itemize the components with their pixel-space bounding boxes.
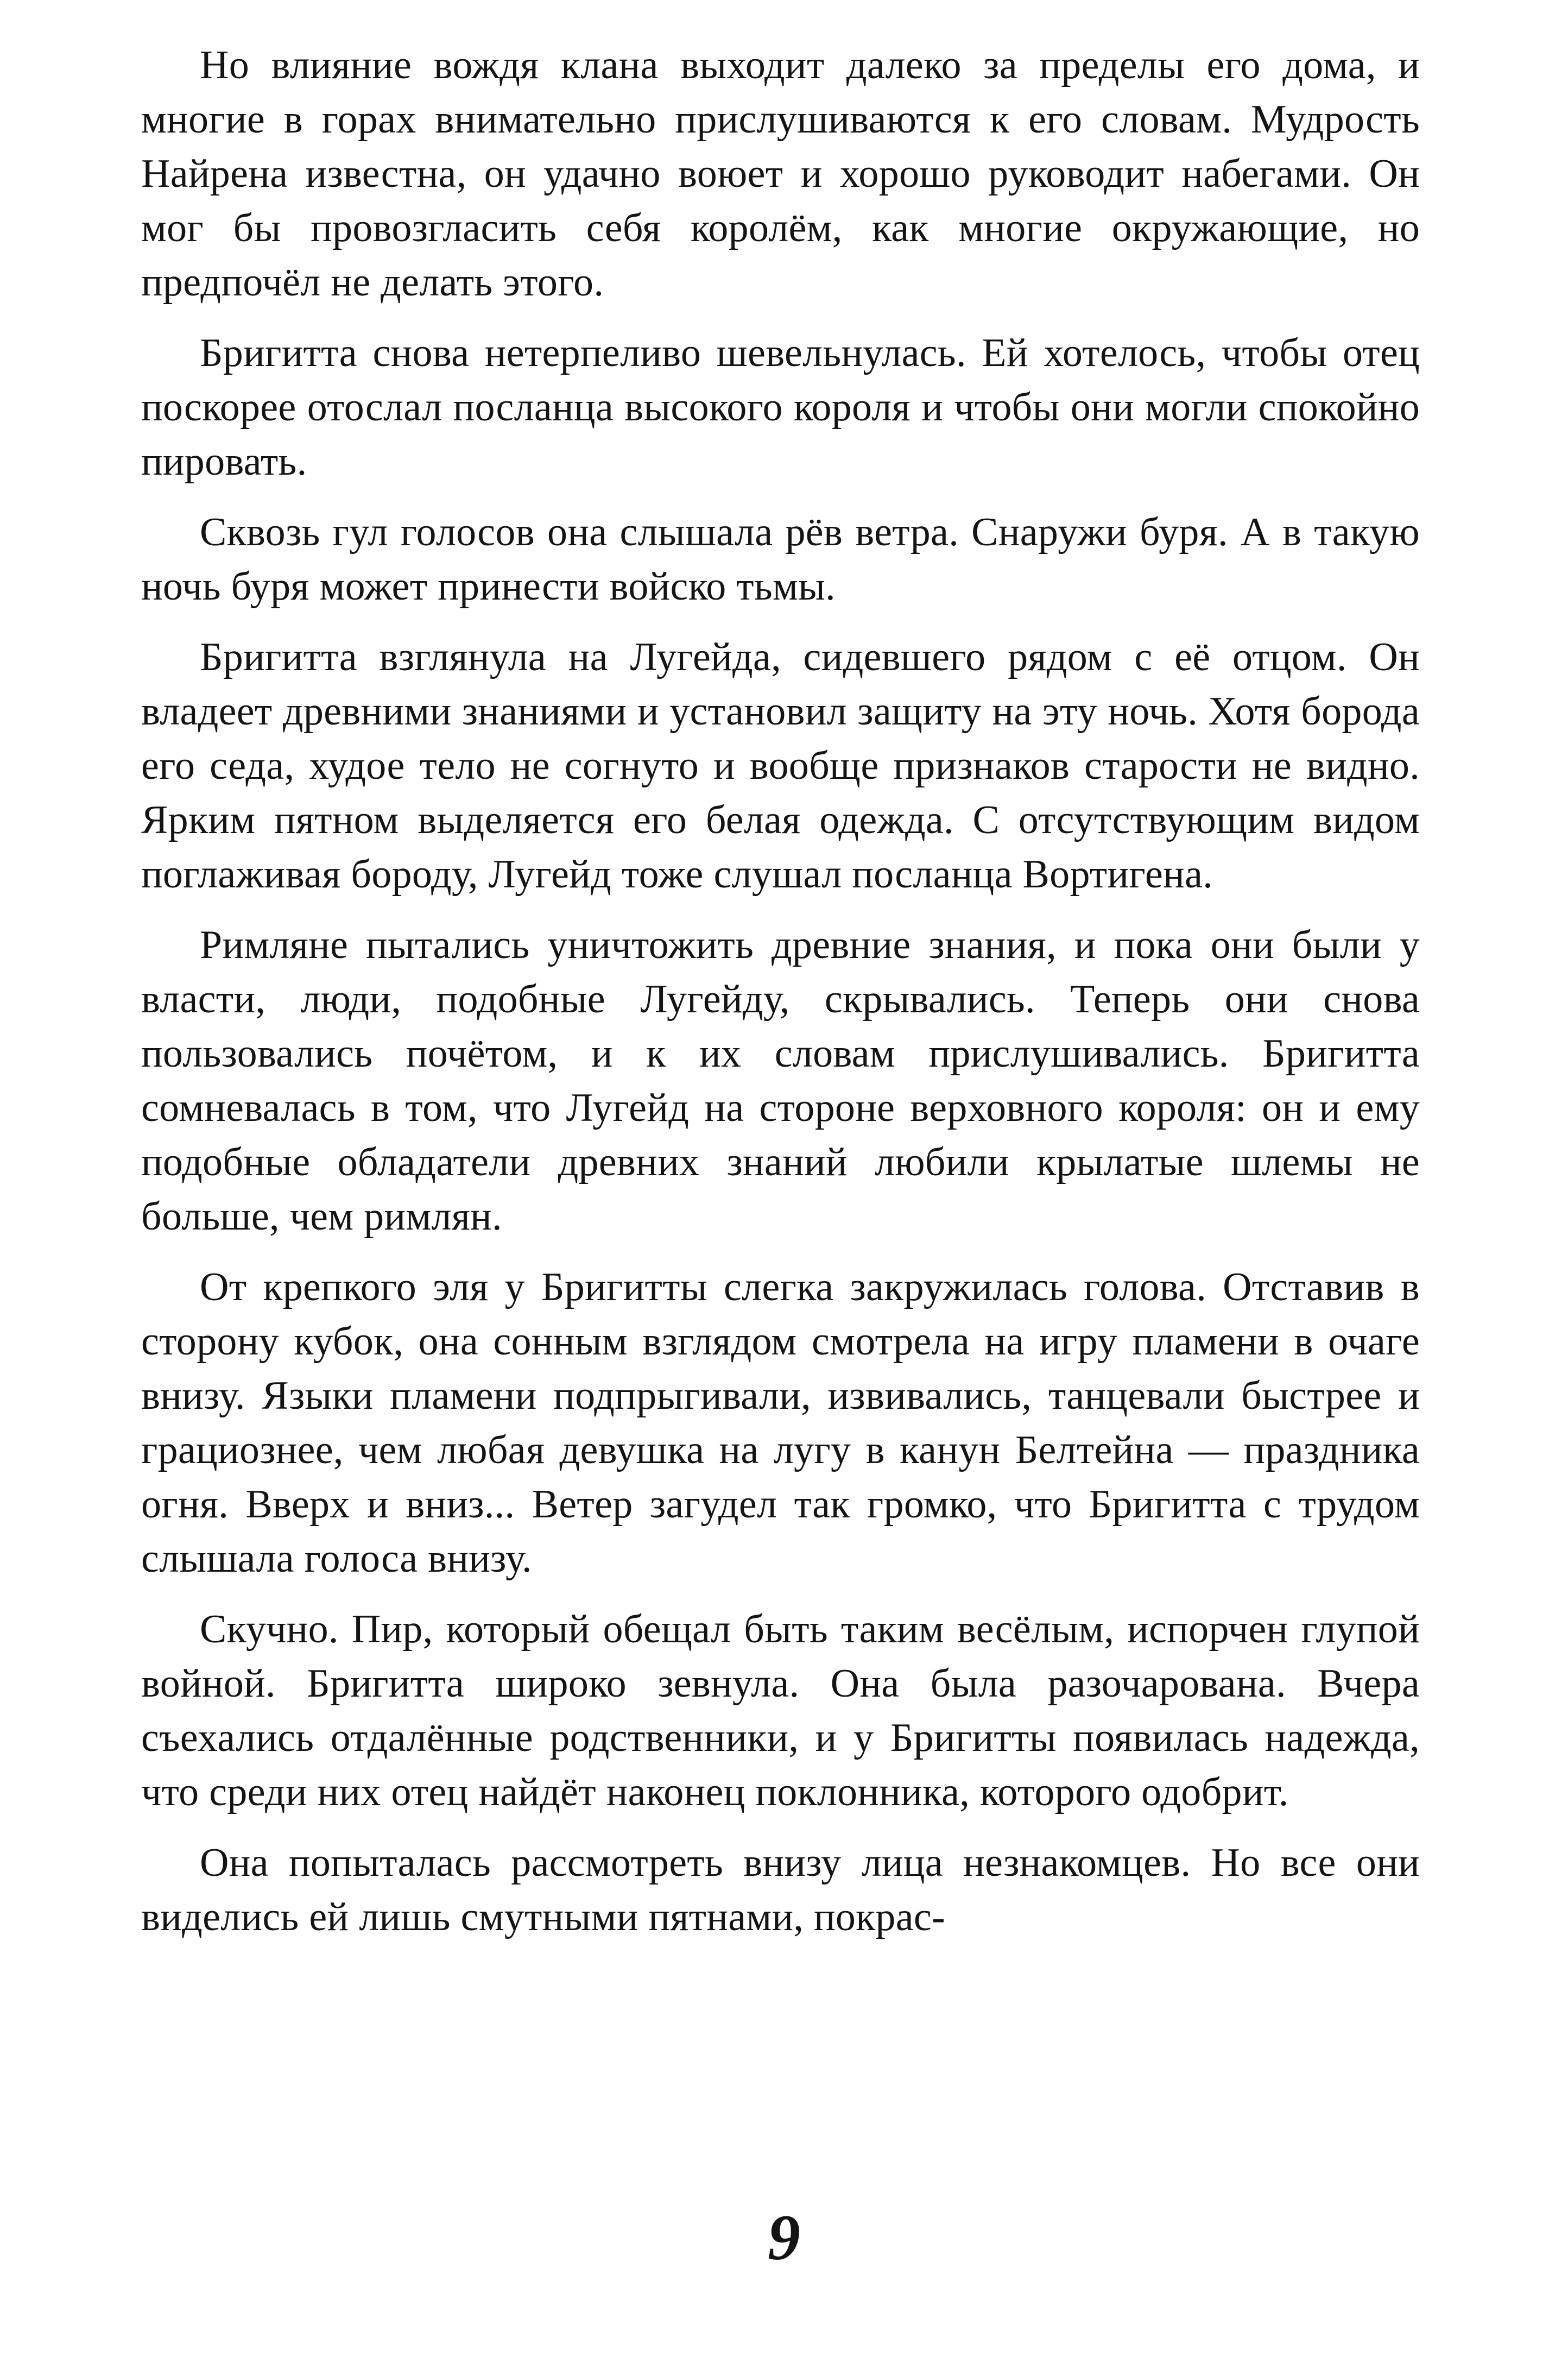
paragraph-6: От крепкого эля у Бригитты слегка закружилась голова. Отставив в сторону кубок, она сонным взглядом смотрела на игру пламени в очаге внизу. Языки пламени подпрыгивали, извивались, танцевали быстрее и грациознее, чем любая девушка на лугу в канун Белтейна — праздника огня. Вверх и вниз... Ветер загудел так громко, что Бригитта с трудом слышала голоса внизу. [141, 1265, 1420, 1581]
paragraph-8: Она попыталась рассмотреть внизу лица незнакомцев. Но все они виделись ей лишь смутными пятнами, покрас- [141, 1841, 1420, 1939]
body-text [141, 38, 1420, 1961]
paragraph-3: Сквозь гул голосов она слышала рёв ветра. Снаружи буря. А в такую ночь буря может принести войско тьмы. [141, 510, 1420, 609]
page-number: 9 [768, 2201, 800, 2273]
paragraph-1: Но влияние вождя клана выходит далеко за пределы его дома, и многие в горах внимательно прислушиваются к его словам. Мудрость Найрена известна, он удачно воюет и хорошо руководит набегами. Он мог бы провозгласить себя королём, как многие окружающие, но предпочёл не делать этого. [141, 43, 1420, 305]
paragraph-7: Скучно. Пир, который обещал быть таким весёлым, испорчен глупой войной. Бригитта широко зевнула. Она была разочарована. Вчера съехались отдалённые родственники, и у Бригитты появилась надежда, что среди них отец найдёт наконец поклонника, которого одобрит. [141, 1607, 1420, 1814]
paragraph-5: Римляне пытались уничтожить древние знания, и пока они были у власти, люди, подобные Лугейду, скрывались. Теперь они снова пользовались почётом, и к их словам прислушивались. Бригитта сомневалась в том, что Лугейд на стороне верховного короля: он и ему подобные обладатели древних знаний любили крылатые шлемы не больше, чем римлян. [141, 923, 1420, 1239]
paragraph-4: Бригитта взглянула на Лугейда, сидевшего рядом с её отцом. Он владеет древними знаниями и установил защиту на эту ночь. Хотя борода его седа, худое тело не согнуто и вообще признаков старости не видно. Ярким пятном выделяется его белая одежда. С отсутствующим видом поглаживая бороду, Лугейд тоже слушал посланца Вортигена. [141, 635, 1420, 897]
paragraph-2: Бригитта снова нетерпеливо шевельнулась. Ей хотелось, чтобы отец поскорее отослал посланца высокого короля и чтобы они могли спокойно пировать. [141, 331, 1420, 484]
